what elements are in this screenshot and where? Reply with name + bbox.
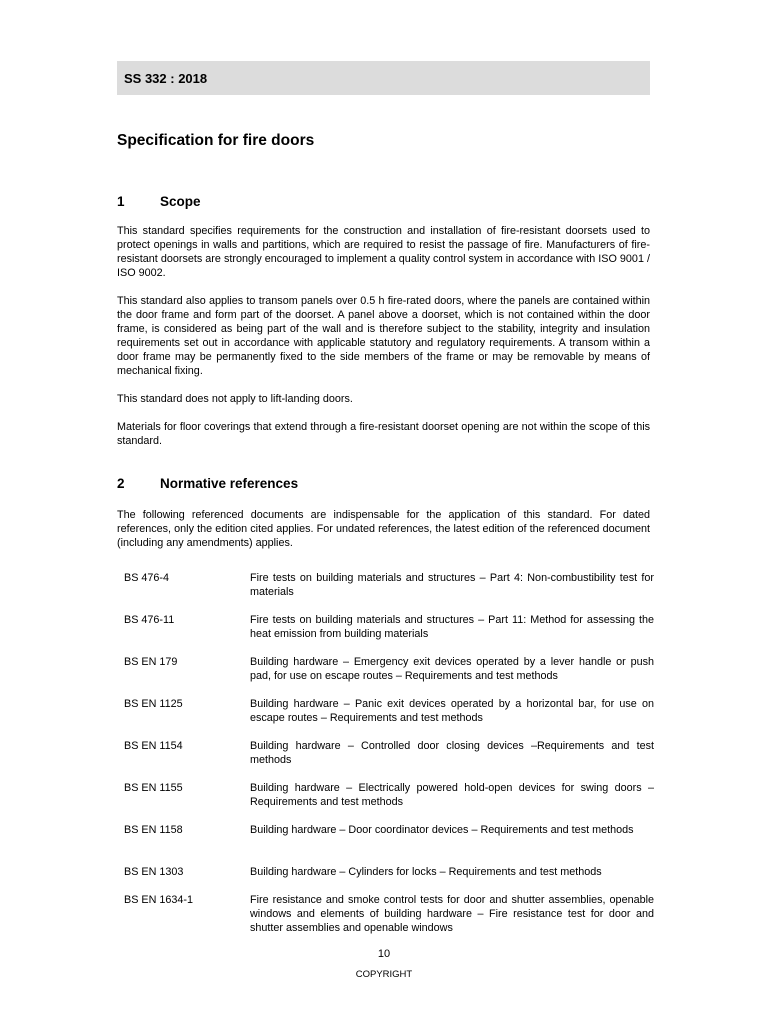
reference-row (124, 697, 654, 739)
reference-title: Fire tests on building materials and structures – Part 11: Method for assessing the heat emission from building materials (250, 614, 654, 640)
reference-code: BS EN 1158 (124, 824, 183, 836)
reference-list (124, 571, 654, 935)
reference-code: BS EN 1634-1 (124, 894, 194, 906)
reference-code: BS EN 1125 (124, 698, 183, 710)
page-number: 10 (377, 948, 391, 960)
section-heading-normative-references (117, 476, 298, 491)
section-title: Normative references (160, 476, 299, 491)
normative-references-intro: The following referenced documents are indispensable for the application of this standard. For dated references, only the edition cited applies. For undated references, the latest edition of the referenced document (including any amendments) applies. (117, 509, 650, 549)
reference-row (124, 655, 654, 697)
scope-paragraph-3: This standard does not apply to lift-landing doors. (117, 393, 353, 405)
standard-header-bar (117, 61, 650, 95)
reference-code: BS EN 1154 (124, 740, 183, 752)
reference-title: Fire resistance and smoke control tests for door and shutter assemblies, openable windows and elements of building hardware – Fire resistance test for door and shutter assemblies and openable windows (250, 894, 654, 934)
reference-code: BS 476-4 (124, 572, 170, 584)
reference-code: BS EN 1155 (124, 782, 183, 794)
reference-title: Building hardware – Controlled door closing devices –Requirements and test methods (250, 740, 654, 766)
section-title: Scope (160, 194, 201, 209)
section-heading-scope (117, 194, 201, 209)
reference-title: Building hardware – Cylinders for locks – Requirements and test methods (250, 866, 602, 878)
scope-paragraph-1: This standard specifies requirements for the construction and installation of fire-resistant doorsets used to protect openings in walls and partitions, which are required to resist the passage of fire. Manufacturers of fire-resistant doorsets are strongly encouraged to implement a quality control system in accordance with ISO 9001 / ISO 9002. (117, 225, 650, 279)
reference-row (124, 781, 654, 823)
reference-title: Fire tests on building materials and structures – Part 4: Non-combustibility test for materials (250, 572, 654, 598)
reference-row (124, 893, 654, 935)
reference-row (124, 613, 654, 655)
reference-title: Building hardware – Emergency exit devices operated by a lever handle or push pad, for use on escape routes – Requirements and test methods (250, 656, 654, 682)
section-number: 1 (117, 194, 125, 209)
standard-code: SS 332 : 2018 (124, 71, 208, 86)
reference-row (124, 865, 654, 893)
scope-paragraph-2: This standard also applies to transom panels over 0.5 h fire-rated doors, where the panels are contained within the door frame and form part of the doorset. A panel above a doorset, which is not contained within the door frame, is considered as being part of the wall and is therefore subject to the stability, integrity and insulation requirements set out in accordance with applicable statutory and regulatory requirements. A transom within a door frame may be permanently fixed to the side members of the frame or may be removable by means of mechanical fixing. (117, 295, 650, 377)
reference-title: Building hardware – Door coordinator devices – Requirements and test methods (250, 824, 634, 836)
document-title: Specification for fire doors (117, 132, 315, 149)
copyright-notice: COPYRIGHT (355, 969, 413, 980)
reference-code: BS 476-11 (124, 614, 175, 626)
section-number: 2 (117, 476, 125, 491)
reference-title: Building hardware – Electrically powered hold-open devices for swing doors – Requirements and test methods (250, 782, 654, 808)
reference-row (124, 823, 654, 865)
reference-row (124, 739, 654, 781)
reference-title: Building hardware – Panic exit devices operated by a horizontal bar, for use on escape routes – Requirements and test methods (250, 698, 654, 724)
reference-code: BS EN 1303 (124, 866, 184, 878)
scope-paragraph-4: Materials for floor coverings that extend through a fire-resistant doorset opening are not within the scope of this standard. (117, 421, 650, 447)
reference-code: BS EN 179 (124, 656, 178, 668)
reference-row (124, 571, 654, 613)
